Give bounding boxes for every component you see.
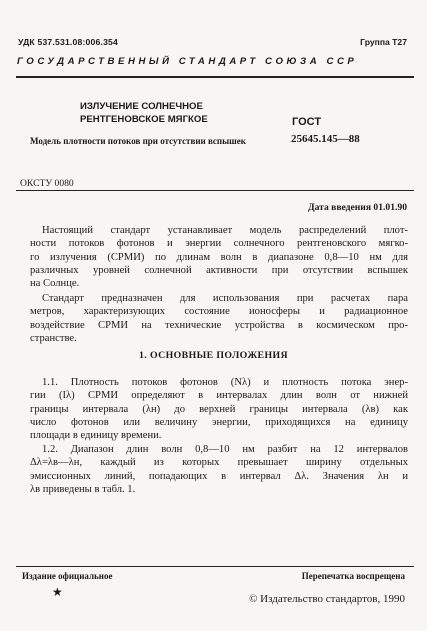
udk-code: УДК 537.531.08:006.354 <box>18 37 119 47</box>
text-line: воздействие СРМИ на технические устройства в космическом про- <box>30 319 408 331</box>
text-line: число фотонов или величину энергии, приходящихся на единицу <box>30 416 408 428</box>
text-line: различных уровней солнечной активности при отсутствии вспышек <box>30 264 408 276</box>
text-line: эмиссионных линий, попадающих в интервал Δλ. Значения λн и <box>30 470 408 482</box>
footer-rule <box>16 566 414 567</box>
text-line: гии (Iλ) СРМИ определяют в интервалах длин волн от нижней <box>30 390 408 402</box>
text-line: странстве. <box>30 332 77 344</box>
text-line: площади в единицу времени. <box>30 430 162 442</box>
copyright-notice: © Издательство стандартов, 1990 <box>249 593 405 605</box>
group-code: Группа Т27 <box>360 37 407 47</box>
reprint-prohibited-note: Перепечатка воспрещена <box>301 571 405 581</box>
section-heading: 1. ОСНОВНЫЕ ПОЛОЖЕНИЯ <box>139 350 288 361</box>
text-line: Настоящий стандарт устанавливает модель распределений плот- <box>42 225 408 236</box>
clause-1-1 <box>30 376 408 442</box>
gost-number: 25645.145—88 <box>291 133 360 145</box>
intro-paragraph-1 <box>30 224 408 290</box>
text-line: го излучения (СРМИ) по длинам волн в диапазоне 0,8—10 нм для <box>30 251 408 263</box>
clause-1-2 <box>30 443 408 496</box>
standard-body-banner: ГОСУДАРСТВЕННЫЙ СТАНДАРТ СОЮЗА ССР <box>17 56 358 67</box>
text-line: метров, характеризующих состояние ионосферы и радиационное <box>30 306 408 318</box>
title-line-1: ИЗЛУЧЕНИЕ СОЛНЕЧНОЕ <box>80 101 203 112</box>
star-mark: ★ <box>52 585 63 599</box>
text-line: ности потоков фотонов и энергии солнечного рентгеновского мягко- <box>30 238 408 250</box>
text-line: Δλ=λв—λн, каждый из которых превышает ширину отдельных <box>30 457 408 469</box>
header-rule <box>16 76 414 78</box>
intro-paragraph-2 <box>30 292 408 345</box>
document-subtitle: Модель плотности потоков при отсутствии вспышек <box>30 136 246 146</box>
text-line: границы интервала (λн) до верхней границы интервала (λв) как <box>30 403 408 415</box>
text-line: 1.2. Диапазон длин волн 0,8—10 нм разбит на 12 интервалов <box>42 444 408 455</box>
text-line: на Солнце. <box>30 278 80 290</box>
official-edition-note: Издание официальное <box>22 571 113 581</box>
gost-label: ГОСТ <box>292 116 322 128</box>
text-line: Стандарт предназначен для использования при расчетах пара <box>42 293 408 304</box>
text-line: λв приведены в табл. 1. <box>30 483 136 495</box>
title-line-2: РЕНТГЕНОВСКОЕ МЯГКОЕ <box>80 114 208 125</box>
effective-date: Дата введения 01.01.90 <box>307 202 407 213</box>
okstu-code: ОКСТУ 0080 <box>20 178 74 189</box>
text-line: 1.1. Плотность потоков фотонов (Nλ) и плотность потока энер- <box>42 377 408 388</box>
okstu-rule <box>16 190 414 191</box>
